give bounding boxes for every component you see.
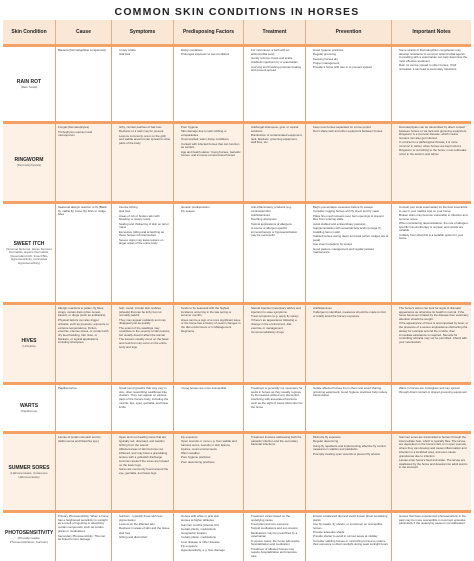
factors-cell [173,44,243,121]
header-important-notes: Important Notes [391,20,471,44]
list-item: • They may appear suddenly and may disappear just as quickly [119,319,171,326]
table-row [3,44,471,121]
list-item: • Use fly masks, fly sheets, or sunscreen on susceptible horses [313,523,389,530]
list-item: • Medications may be prescribed by a veterinarian [251,532,303,539]
factors-cell [173,201,243,302]
list-item: • Isolate affected horses from others and avoid sharing grooming equipment. Good hygiene practices help reduce transmission [313,387,389,398]
list-item: • Sunburn - typically those with less pigmentation [119,515,171,522]
list-item: • Lesions commonly occur on the girth and saddle area but can spread to other parts of the body [119,135,171,146]
notes-cell [391,201,471,302]
cause-cell [55,44,111,121]
notes-cell [391,121,471,201]
list-item: • Unlikely from what this is a suitable option for your horse. [399,234,469,241]
list-item: • Keep new horses separated for a time period [313,126,389,130]
list-item: • Crusty scabs [119,49,171,53]
list-item: • Topical medications and sun creams [251,527,303,531]
header-prevention: Prevention [305,20,391,44]
table-row [3,510,471,561]
condition-cell [3,201,55,302]
condition-name: RINGWORM [14,157,44,164]
list-item: • Excessive rolling and scratching as these horses rub themselves [119,231,171,238]
list-item: • Treatment involves addressing both the parasitic infection and the secondary bacterial infections [251,436,303,447]
list-item: • Treatment is generally not necessary for warts in horses as they usually regress by themselves without any discomfort, interfering with associated functions such as the sight of cause discomfort for the horse [251,387,303,409]
list-item: • Intense itching [119,206,171,210]
condition-name: HIVES [21,338,37,345]
list-item: • Open wounds or more e.g. from saddle and harness sores, wounds or skin lesions, injuries, moist environments [181,440,241,451]
list-item: • Hypersensitivity, e.g. liver damage [181,549,241,553]
list-item: • Small round growths that may vary in size, often resembling cauliflower-like clusters. They can appear on various parts of the horse's body, including the muzzle, lips, eyes, genitalia, and lower limbs [119,387,171,409]
condition-cell [3,431,55,510]
list-item: • If allergen is identified, measures should be made to limit or totally avoid the horse's exposure [313,311,389,318]
symptoms-cell [111,431,173,510]
cause-cell [55,382,111,431]
list-item: • Damp conditions [181,49,241,53]
page-title: COMMON SKIN CONDITIONS IN HORSES [114,6,360,18]
factors-cell [173,302,243,382]
cell-paragraph: Fungal (Dermatophytes) [58,126,90,129]
cell-paragraph: Primary Photosensitivity: When a horse has a heightened sensitivity to sunlight as a result of ingesting or absorbing certain compounds, such as certain plants or medications [58,515,109,533]
list-item: • Treat symptoms (e.g. apply fly spray) [251,315,303,319]
list-item: • Stabled horses during dawn and dusk (when midges are at peak) [313,235,389,242]
list-item: • Redness or a rash may be present [119,130,171,134]
header-cause: Cause [55,20,111,44]
list-item: • When considering desensitisation, the role of allergen-specific immunotherapy is unclear, and results are variable. [399,222,469,233]
prevention-cell [305,121,391,201]
symptoms-cell [111,302,173,382]
condition-alt-name: (Papillomas) [20,408,38,413]
list-item: • Fly season [181,210,241,214]
symptoms-cell [111,44,173,121]
list-item: • Poor hygiene [181,126,241,130]
list-item: • Itchy, circular patches of hair loss [119,126,171,130]
list-item: • Skin damage due to tack rubbing or ectoparasites [181,130,241,137]
list-item: • Fly exposure [181,436,241,440]
list-item: • Certain plants, medications [181,536,241,540]
list-item: • Disinfection of contaminated equipment, tack, blankets, grooming equipment, wall floor, etc. [251,134,303,145]
list-item: • Gently remove crusts and scabs [251,57,303,61]
cause-cell [55,431,111,510]
list-item: • The extent of the swellings may contribute to the severity of skin lesions, but usually doesn't affect the animal [119,327,171,338]
list-item: • Antibiotic injections by a veterinarian [251,61,303,65]
list-item: • Treatment of affected horses may require hospitalization and intensive care [251,548,303,559]
header-predisposing-factors: Predisposing Factors [173,20,243,44]
list-item: • Liver disease or other disease [181,541,241,545]
treatment-cell [243,121,305,201]
treatment-cell [243,510,305,561]
list-item: • A course of allergen-specific immunotherapy or hyposensitization may be successful [251,227,303,238]
list-item: • If there's an appearance following a change in the environment, diet, exercise or management [251,319,303,330]
list-item: • Currying and brushing promote healing and prevent spread [251,66,303,73]
list-item: • Using fly repellents and implementing effective fly control measures in stables and paddocks [313,445,389,452]
list-item: • Proper management [313,62,389,66]
factors-cell [173,121,243,201]
list-item: • Steroid injection (veterinary advice and injection) to ease symptoms [251,307,303,314]
symptoms-cell [111,510,173,561]
condition-name: RAIN ROT [16,78,42,85]
notes-cell [391,431,471,510]
cell-paragraph: Bacteria (Dermatophilus congolensis) [58,49,107,52]
cause-cell [55,201,111,302]
list-item: • Genetic predisposition [181,206,241,210]
prevention-cell [305,302,391,382]
list-item: • Good hygiene practices [313,49,389,53]
list-item: • Fly exposure [181,545,241,549]
list-item: • Poor deworming practices [181,461,241,465]
list-item: • Good pasture management and regular pasture maintenance [313,248,389,255]
list-item: • The lessons usually occur on the head and neck but may occur on the entire body and legs [119,338,171,349]
condition-cell [3,302,55,382]
prevention-cell [305,382,391,431]
list-item: • Poor hygiene practices [181,456,241,460]
condition-alt-name: (Rain Scald) [20,84,38,89]
table-body [3,44,471,561]
list-item: • Topical applications of allergens [251,223,303,227]
list-item: • Promptly treating open wounds to prevent fly access [313,453,389,457]
list-item: • In severe cases, the horse will require hospitalization and medication [251,540,303,547]
condition-alt-name: (Photodermatitis, Photosensitization, Sunburn) [9,535,49,544]
condition-alt-name: (Urticaria) [22,344,36,349]
conditions-table [3,20,471,561]
symptoms-cell [111,121,173,201]
list-item: • Scaling and thickening of skin on tail or mane [119,223,171,230]
condition-alt-name: (Habronemiasis, Cutaneous Habronemiasis) [10,470,48,479]
symptoms-cell [111,382,173,431]
prevention-cell [305,201,391,302]
list-item: • Use insect repellent, fly sprays [313,243,389,247]
list-item: • Some strains of Dermatophilus congolensis may develop resistance to common antimicrobial agents. Consulting with a veterinarian can help determine the most effective treatment. [399,49,469,64]
list-item: • Installing fans in stall [313,231,389,235]
list-item: • Keeping horses dry [313,58,389,62]
list-item: • Prolonged exposure to wet conditions [181,53,241,57]
list-item: • Avoid stabled and extraordinary pastures [313,223,389,227]
prevention-cell [305,510,391,561]
list-item: • Consider stabling horses or minimizing turnout to reduce their exposure to direct sunlight during peak sunlight hours [313,540,389,547]
list-item: • In contrast to a pathological climate, it is more common in winter, when horses are kept indoors. Ringworm is not itching to the horse, most outbreaks occur in the autumn and winter. [399,141,469,156]
list-item: • Antihistamines [313,307,389,311]
list-item: • Young horses are more susceptible [181,387,241,391]
list-item: • Supplementation with essential fatty acids (omega 3) [313,227,389,231]
notes-cell [391,44,471,121]
list-item: • Warts in horses are contagious and can spread through direct contact or shared grooming equipment [399,387,469,394]
cause-cell [55,302,111,382]
condition-alt-name: (Dermatophytosis) [16,163,42,168]
list-item: • Antihistamines [251,214,303,218]
list-item: • Horses at higher altitudes [181,519,241,523]
cell-paragraph: Allergic reactions to pollen, fly bites, stings, certain diets (often cereal-based), or drugs (such as antibiotics) [58,307,106,318]
list-item: • Minimize fly exposure [313,436,389,440]
list-item: • Horses with white or pink skin [181,515,241,519]
list-item: • Open and non-healing sores that are typically red, ulcerated, and swollen [119,436,171,443]
factors-cell [173,510,243,561]
list-item: • Hives can be a sign of a more significant issue or the horse has a history of recent changes in the diet environment or in Management Regimens [181,319,241,334]
list-item: • Certain plants, medications [181,528,241,532]
list-item: • Provide a horse with rain or to prevent spread [313,66,389,70]
list-item: • Sores are commonly found around the eye, genitalia, and lower legs [119,468,171,475]
cell-paragraph: Trichophyton equinum and microsporum [58,129,93,138]
list-item: • Summer months (intense UV) [181,524,241,528]
list-item: • Hair loss [119,532,171,536]
header-symptoms: Symptoms [111,20,173,44]
table-row [3,201,471,302]
treatment-cell [243,302,305,382]
list-item: • Antifungal shampoos, gels, or topical solutions [251,126,303,133]
list-item: • Provide adequate shade [313,531,389,535]
list-item: • Lesions on the affected skin [119,523,171,527]
list-item: • Soothing shampoos [251,218,303,222]
cause-cell [55,510,111,561]
condition-name: SUMMER SORES [8,464,50,471]
list-item: • Severe signs may leave lesions on larger areas of the entire body [119,239,171,246]
list-item: • Don't share tack and other equipment between horses [313,130,389,134]
condition-name: PHOTOSENSITIVITY [5,529,54,536]
treatment-cell [243,44,305,121]
factors-cell [173,431,243,510]
list-item: • Geographic location [181,532,241,536]
condition-cell [3,510,55,561]
condition-alt-name: (Summer Eczema, Horse Summer Dermatitis, Equine Dermatitis, Queensland itch, Insect Bite Hypersensitivity, Culicoides Hypersensitivity) [6,246,52,265]
list-item: • For mild cases: a bath with an antimicrobial soap [251,49,303,56]
list-item: • Redness in areas of skin and the tissue [119,527,171,531]
table-row [3,302,471,382]
list-item: • Begin preventative measures before fly season [313,206,389,210]
treatment-cell [243,201,305,302]
list-item: • If the appearance of hives is accompanied by fever, or the presence of a severe angioedema obstructing the airway for example around the muzzle, then immediate assistance is required. Steroids for controlling urticaria may not be permitted. Check with your veterinarian. [399,322,469,344]
condition-name: SWEET ITCH [13,240,45,247]
list-item: • Age and health status: Young horses, Geriatric horses, and immune-compromised horses [181,151,241,158]
list-item: • Regular grooming [313,53,389,57]
cause-cell [55,121,111,201]
list-item: • Consider rugging horses with fly sheet and fly mask [313,210,389,214]
symptoms-cell [111,201,173,302]
table-row [3,431,471,510]
condition-name: WARTS [19,402,39,409]
list-item: • Tends to be seasonal with the highest incidence occurring in the late spring or summer months [181,307,241,318]
list-item: • Anti-inflammatory products (e.g. corticosteroids) [251,206,303,213]
list-item: • Larvae enter horse's feed and water. The larvae are swallowed by the horse and develop into adult worms in the stomach [399,459,469,470]
list-item: • Broken skins may become vulnerable to infection and summer sores. [399,214,469,221]
header-skin-condition: Skin Condition [3,20,55,44]
table-row [3,121,471,201]
list-item: • Itching from the wound [119,444,171,448]
condition-cell [3,44,55,121]
treatment-cell [243,431,305,510]
list-item: • Provide shelter to avoid in turnout areas at midday [313,535,389,539]
condition-cell [3,121,55,201]
list-item: • Treat plant and sun exposure [251,523,303,527]
list-item: • Horses that have experienced photosensitivity in the past may be more susceptible to recurrent episodes, particularly if the underlying cause is not addressed [399,515,469,526]
list-item: • Hair loss [119,53,171,57]
notes-cell [391,382,471,431]
list-item: • Consult your local veterinarian for the best insecticide to use in your stables and on your horse. [399,206,469,213]
cell-paragraph: Secondary Photosensitivity: This can be linked to liver damage [58,533,106,542]
cell-paragraph: Larvae of certain stomach worms (Habronema and Draschia spp.) [58,436,101,443]
factors-cell [173,382,243,431]
list-item: • Contact with infected horses that can function as carriers [181,143,241,150]
prevention-cell [305,44,391,121]
list-item: • Summer sores are transmitted to horses through the intermediate host, which is typically flies. The larvae are deposited on the horse's skin or in open wounds, where they can develop and cause inflammation and infection in a localized area, and even cause granulomas due to infection [399,436,469,458]
list-item: • Rain rot can be spread to other horses. If left untreated, it can lead to secondary infections. [399,64,469,71]
notes-cell [391,510,471,561]
notes-cell [391,302,471,382]
list-item: • Ensure a balanced diet and avoid known photo sensitising plants [313,515,389,522]
list-item: • Regular deworming [313,440,389,444]
list-item: • Warm weather [181,452,241,456]
list-item: • Itching and discomfort [119,536,171,540]
header-treatment: Treatment [243,20,305,44]
list-item: • The horse's owner can look for signs of dramatic appearance as otherwise its health is normal. If the horse becomes irritated by the disease then veterinary attention should be sought. [399,307,469,322]
cell-paragraph: Papillomavirus [58,387,77,390]
list-item: • Areas of rub or broken skin with bleeding or weepy sores [119,215,171,222]
cell-paragraph: Seasonal allergic reaction to fly (Black fly, stable fly, horse fly) bites to midge bites [58,206,107,217]
list-item: • Overcrowded, warm damp conditions [181,138,241,142]
list-item: • Immunomodulatory drugs [251,331,303,335]
header-row [3,20,471,44]
list-item: • Treatment varies based on the underlying cause [251,515,303,522]
list-item: • Dermatophytes can be transmitted by direct contact between horses or via tack and grooming equipment. Ringworm is a zoonotic disease, which means humans can also get infected. [399,126,469,141]
treatment-cell [243,382,305,431]
prevention-cell [305,431,391,510]
condition-cell [3,382,55,431]
list-item: • Place fine mesh screens over barn openings to prevent flies from entering stalls [313,215,389,222]
list-item: • Soft, round, circular skin nodules (wheals) that can be itchy but not normally painful [119,307,171,318]
table-row [3,382,471,431]
list-item: • Common areas if the sores are located on the lower legs [119,460,171,467]
list-item: • Hair loss [119,210,171,214]
list-item: • Affected areas of skin become red, inflamed, and may have a granulating texture with a yellowish discharge [119,448,171,459]
cell-paragraph: Physical factors can also trigger urticaria, such as pressure, exposure to extreme temperatures, friction, exercise, intense stress, or contact with dry feed bedding, hair rinse, or blankets, or topical applications including shampoos [58,318,109,345]
